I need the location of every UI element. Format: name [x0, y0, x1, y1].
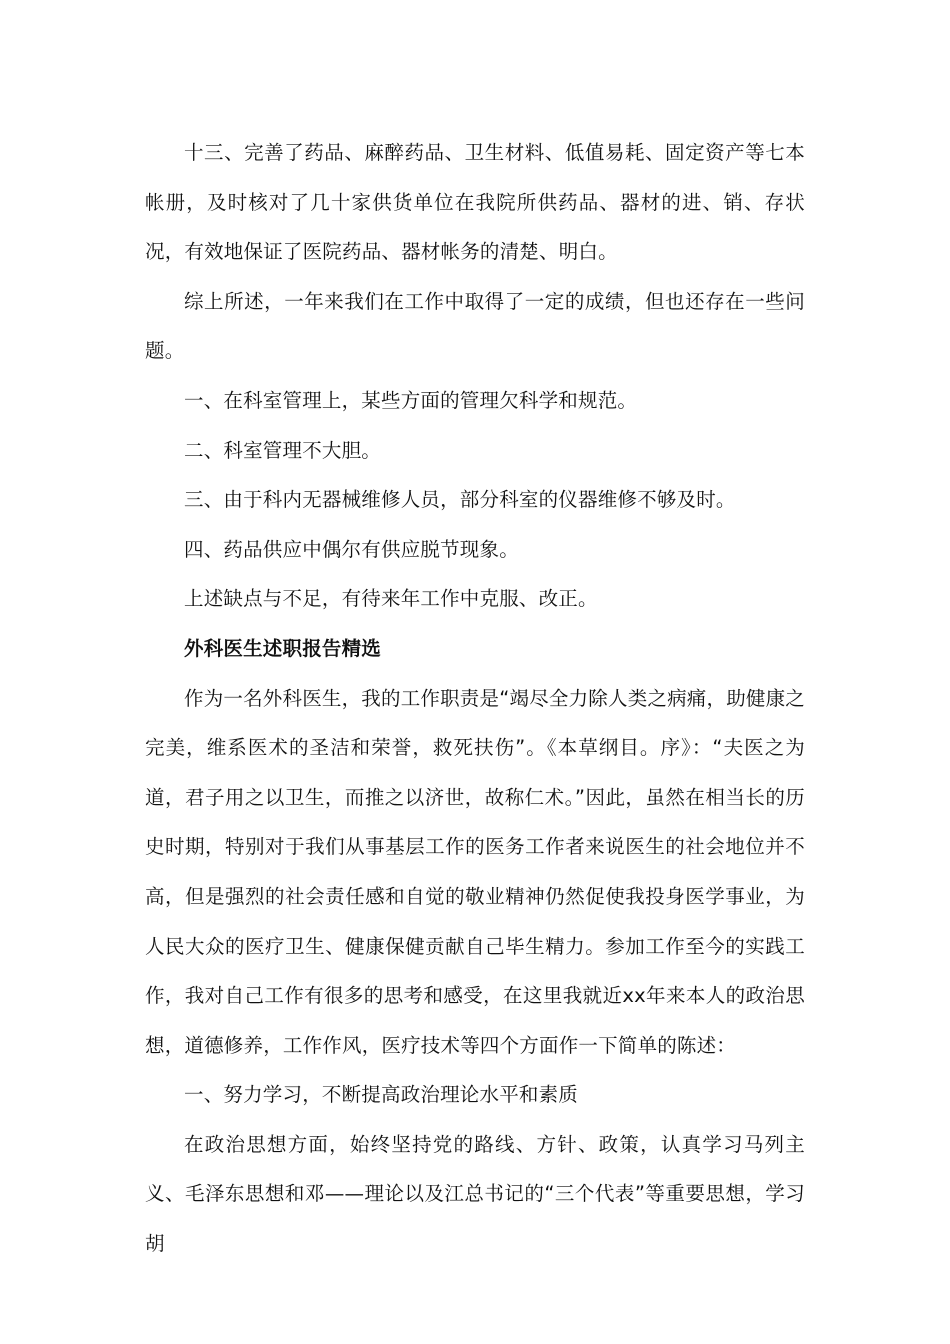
paragraph-summary: 综上所述，一年来我们在工作中取得了一定的成绩，但也还存在一些问题。 — [145, 289, 805, 363]
paragraph-conclusion: 上述缺点与不足，有待来年工作中克服、改正。 — [184, 587, 598, 611]
paragraph-ledger-improvement: 十三、完善了药品、麻醉药品、卫生材料、低值易耗、固定资产等七本帐册，及时核对了几十家供货单位在我院所供药品、器材的进、销、存状况，有效地保证了医院药品、器材帐务的清楚、明白。 — [145, 141, 805, 264]
section-heading: 外科医生述职报告精选 — [184, 636, 382, 660]
paragraph-political-thought: 在政治思想方面，始终坚持党的路线、方针、政策，认真学习马列主义、毛泽东思想和邓——理论以及江总书记的“三个代表”等重要思想，学习胡 — [145, 1132, 805, 1256]
paragraph-issue-2: 二、科室管理不大胆。 — [184, 438, 382, 462]
paragraph-subheading-1: 一、努力学习，不断提高政治理论水平和素质 — [184, 1083, 579, 1107]
paragraph-issue-4: 四、药品供应中偶尔有供应脱节现象。 — [184, 537, 519, 561]
paragraph-issue-3: 三、由于科内无器械维修人员，部分科室的仪器维修不够及时。 — [184, 488, 736, 512]
paragraph-issue-1: 一、在科室管理上，某些方面的管理欠科学和规范。 — [184, 388, 638, 412]
paragraph-intro: 作为一名外科医生，我的工作职责是“竭尽全力除人类之病痛，助健康之完美，维系医术的圣洁和荣誉，救死扶伤”。《本草纲目。序》：“夫医之为道，君子用之以卫生，而推之以济世，故称仁术。”因此，虽然在相当长的历史时期，特别对于我们从事基层工作的医务工作者来说医生的社会地位并不高，但是强烈的社会责任感和自觉的敬业精神仍然促使我投身医学事业，为人民大众的医疗卫生、健康保健贡献自己毕生精力。参加工作至今的实践工作，我对自己工作有很多的思考和感受，在这里我就近xx年来本人的政治思想，道德修养，工作作风，医疗技术等四个方面作一下简单的陈述： — [145, 686, 806, 1057]
document-body — [145, 128, 805, 1269]
